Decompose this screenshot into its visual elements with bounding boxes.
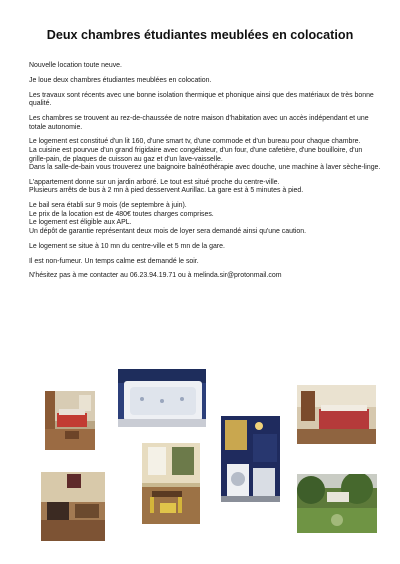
photo-laundry (221, 416, 280, 502)
text-line: Le prix de la location est de 480€ toutes charges comprises. (29, 210, 214, 218)
photo-dining-room (142, 443, 200, 524)
text-line: N'hésitez pas à me contacter au 06.23.94.19.71 ou à melinda.sir@protonmail.com (29, 272, 282, 280)
paragraph-intro (29, 62, 381, 71)
text-line: Il est non-fumeur. Un temps calme est demandé le soir. (29, 257, 199, 265)
text-line: Plusieurs arrêts de bus à 2 mn à pied desservent Aurillac. La gare est à 5 minutes à pied. (29, 187, 304, 195)
photo-kitchen (41, 472, 105, 541)
paragraph-distance (29, 243, 381, 252)
photo-bedroom-1 (45, 391, 95, 450)
text-line: Un dépôt de garantie représentant deux mois de loyer sera demandé ainsi qu'une caution. (29, 228, 307, 236)
text-line: Dans la salle-de-bain vous trouverez une baignoire balnéothérapie avec douche, une machine à laver sèche-linge. (29, 164, 381, 172)
photo-bedroom-2 (297, 385, 376, 444)
text-line: Les travaux sont récents avec une bonne isolation thermique et phonique ainsi que des matériaux de très bonne qualité. (29, 91, 374, 108)
paragraph-rules (29, 258, 381, 267)
paragraph-contact (29, 272, 381, 281)
listing-body (29, 62, 381, 287)
text-line: La cuisine est pourvue d'un grand frigidaire avec congélateur, d'un four, d'une cafetière, d'une bouilloire, d'un grille-pain, de plaques de cuisson au gaz et d'un lave-vaisselle. (29, 146, 363, 163)
paragraph-equipment (29, 138, 381, 172)
text-line: Le logement se situe à 10 mn du centre-ville et 5 mn de la gare. (29, 242, 225, 250)
paragraph-works (29, 92, 381, 109)
photo-garden (297, 474, 377, 533)
text-line: Les chambres se trouvent au rez-de-chaussée de notre maison d'habitation avec un accès indépendant et une totale autonomie. (29, 114, 369, 131)
page-title: Deux chambres étudiantes meublées en colocation (46, 28, 354, 42)
text-line: Je loue deux chambres étudiantes meublées en colocation. (29, 76, 212, 84)
text-line: L'appartement donne sur un jardin arboré. Le tout est situé proche du centre-ville. (29, 178, 280, 186)
paragraph-location-in-house (29, 115, 381, 132)
text-line: Nouvelle location toute neuve. (29, 62, 122, 69)
paragraph-offer (29, 77, 381, 86)
paragraph-garden (29, 179, 381, 196)
text-line: Le bail sera établi sur 9 mois (de septembre à juin). (29, 202, 187, 210)
photo-bathtub (118, 369, 206, 427)
text-line: Le logement est constitué d'un lit 160, d'une smart tv, d'une commode et d'un bureau pour chaque chambre. (29, 138, 361, 146)
paragraph-lease-terms (29, 202, 381, 236)
text-line: Le logement est éligible aux APL. (29, 219, 132, 227)
